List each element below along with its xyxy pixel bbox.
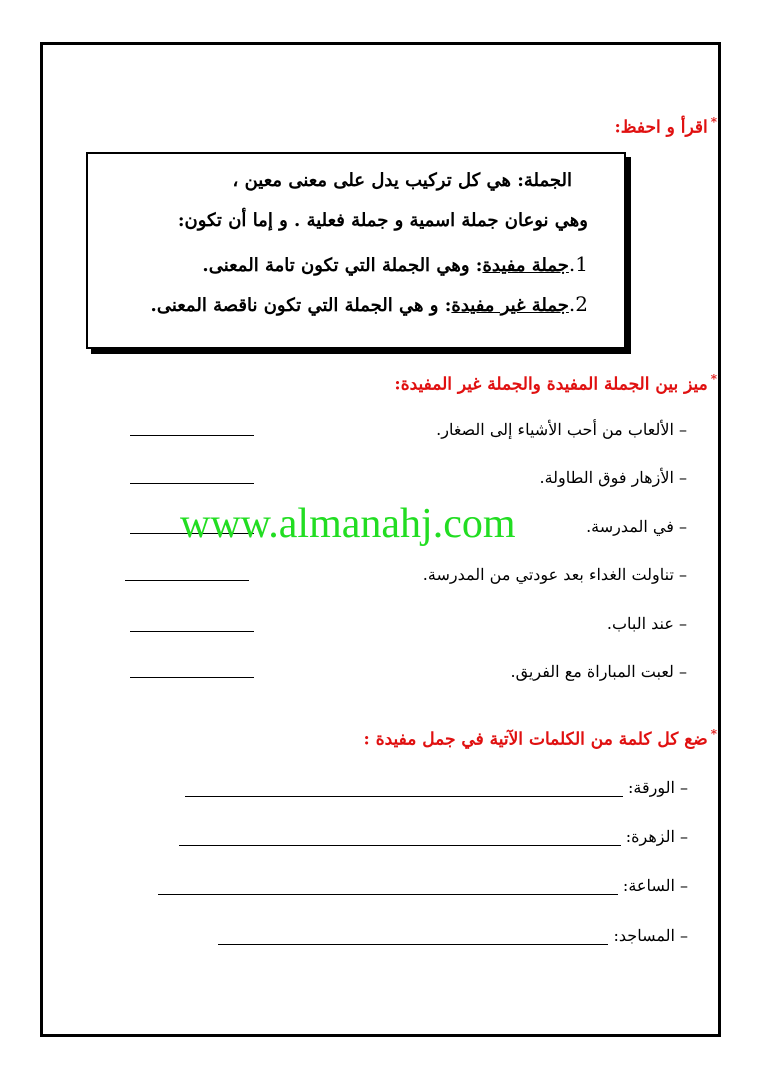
watermark: www.almanahj.com bbox=[180, 501, 516, 547]
answer-line[interactable] bbox=[218, 928, 608, 945]
item-number: 1. bbox=[568, 252, 588, 276]
section-read-memorize-heading bbox=[614, 115, 717, 138]
term-non-useful-sentence: جملة غير مفيدة bbox=[451, 295, 569, 316]
answer-blank[interactable] bbox=[130, 631, 254, 632]
exercise-sentence: – عند الباب. bbox=[606, 614, 687, 633]
star-marker: * bbox=[710, 727, 717, 741]
heading-text: اقرأ و احفظ: bbox=[614, 117, 708, 138]
exercise-sentence: – تناولت الغداء بعد عودتي من المدرسة. bbox=[422, 565, 687, 584]
word-label: – الساعة: bbox=[622, 876, 688, 895]
word-prompt bbox=[185, 778, 688, 797]
star-marker: * bbox=[710, 372, 717, 386]
word-prompt bbox=[158, 876, 688, 895]
exercise-sentence: – الألعاب من أحب الأشياء إلى الصغار. bbox=[436, 420, 687, 439]
answer-blank[interactable] bbox=[125, 580, 249, 581]
answer-blank[interactable] bbox=[130, 677, 254, 678]
definition-line-1: الجملة: هي كل تركيب يدل على معنى معين ، bbox=[232, 170, 572, 191]
term-useful-sentence: جملة مفيدة bbox=[482, 255, 569, 276]
definition-item-2 bbox=[151, 292, 588, 316]
word-label: – الزهرة: bbox=[625, 827, 688, 846]
definition-box bbox=[86, 152, 626, 349]
star-marker: * bbox=[710, 115, 717, 129]
section-make-sentences-heading bbox=[364, 727, 717, 750]
definition-line-2: وهي نوعان جملة اسمية و جملة فعلية . و إما أن تكون: bbox=[177, 210, 588, 231]
heading-text: ضع كل كلمة من الكلمات الآتية في جمل مفيدة : bbox=[363, 729, 708, 750]
exercise-sentence: – لعبت المباراة مع الفريق. bbox=[510, 662, 687, 681]
word-label: – المساجد: bbox=[613, 926, 688, 945]
answer-blank[interactable] bbox=[130, 483, 254, 484]
word-prompt bbox=[179, 827, 688, 846]
definition-text: : وهي الجملة التي تكون تامة المعنى. bbox=[202, 255, 483, 276]
heading-text: ميز بين الجملة المفيدة والجملة غير المفيدة: bbox=[394, 374, 708, 395]
exercise-sentence: – الأزهار فوق الطاولة. bbox=[539, 468, 687, 487]
section-distinguish-heading bbox=[394, 372, 717, 395]
answer-blank[interactable] bbox=[130, 435, 254, 436]
answer-line[interactable] bbox=[185, 780, 623, 797]
definition-text: : و هي الجملة التي تكون ناقصة المعنى. bbox=[150, 295, 452, 316]
word-prompt bbox=[218, 926, 688, 945]
answer-line[interactable] bbox=[158, 878, 618, 895]
answer-line[interactable] bbox=[179, 829, 621, 846]
exercise-sentence: – في المدرسة. bbox=[586, 517, 687, 536]
item-number: 2. bbox=[568, 292, 588, 316]
definition-item-1 bbox=[202, 252, 588, 276]
word-label: – الورقة: bbox=[627, 778, 688, 797]
